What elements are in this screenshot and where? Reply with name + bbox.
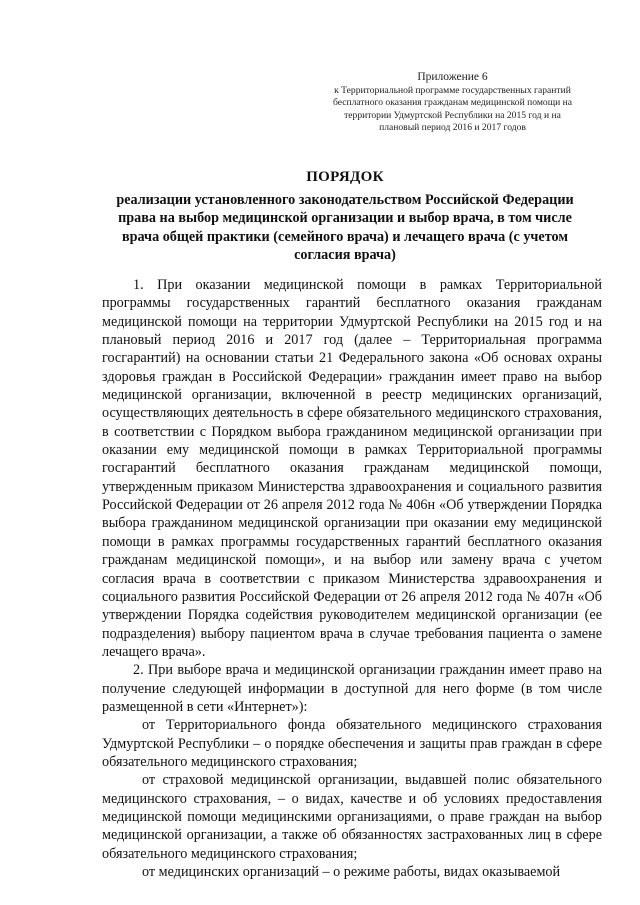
heading-line: реализации установленного законодательством Российской Федерации xyxy=(116,191,574,208)
document-body xyxy=(102,276,602,881)
paragraph-tfoms: от Территориального фонда обязательного медицинского страхования Удмуртской Республики – о порядке обеспечения и защиты прав граждан в сфере обязательного медицинского страхования; xyxy=(102,717,602,770)
paragraph-1: 1. При оказании медицинской помощи в рамках Территориальной программы государственных гарантий бесплатного оказания гражданам медицинской помощи на территории Удмуртской Республики на 2015 год и на плановый период 2016 и 2017 год (далее – Территориальная программа госгарантий) на основании статьи 21 Федерального закона «Об основах охраны здоровья граждан в Российской Федерации» гражданин имеет право на выбор медицинской организации, включенной в реестр медицинских организаций, осуществляющих деятельность в сфере обязательного медицинского страхования, в соответствии с Порядком выбора гражданином медицинской организации при оказании ему медицинской помощи в рамках Территориальной программы госгарантий бесплатного оказания гражданам медицинской помощи, утвержденным приказом Министерства здравоохранения и социального развития Российской Федерации от 26 апреля 2012 года № 406н «Об утверждении Порядка выбора гражданином медицинской организации при оказании ему медицинской помощи в рамках программы государственных гарантий бесплатного оказания гражданам медицинской помощи», и на выбор или замену врача с учетом согласия врача в соответствии с приказом Министерства здравоохранения и социального развития Российской Федерации от 26 апреля 2012 года № 407н «Об утверждении Порядка содействия руководителем медицинской организации (ее подразделения) выбору пациентом врача в случае требования пациента о замене лечащего врача». xyxy=(102,277,602,660)
document-title: ПОРЯДОК xyxy=(306,169,384,185)
heading-line: права на выбор медицинской организации и выбор врача, в том числе xyxy=(118,210,572,226)
annex-line: территории Удмуртской Республики на 2015 год и на xyxy=(344,109,561,121)
annex-title: Приложение 6 xyxy=(417,71,488,83)
paragraph-med-orgs: от медицинских организаций – о режиме работы, видах оказываемой xyxy=(142,864,561,880)
heading-line: согласия врача) xyxy=(294,247,396,263)
annex-line: бесплатного оказания гражданам медицинской помощи на xyxy=(332,97,573,109)
heading-line: врача общей практики (семейного врача) и лечащего врача (с учетом xyxy=(121,228,569,245)
paragraph-2: 2. При выборе врача и медицинской организации гражданин имеет право на получение следующей информации в доступной для него форме (в том числе размещенной в сети «Интернет»): xyxy=(102,662,602,715)
paragraph-insurer: от страховой медицинской организации, выдавшей полис обязательного медицинского страхования, – о видах, качестве и об условиях предоставления медицинской помощи медицинскими организациями, о праве граждан на выбор медицинской организации, а также об обязанностях застрахованных лиц в сфере обязательного медицинского страхования; xyxy=(102,772,602,862)
annex-line: к Территориальной программе государственных гарантий xyxy=(334,85,571,96)
annex-reference xyxy=(300,70,605,135)
annex-line: плановый период 2016 и 2017 годов xyxy=(379,122,526,134)
document-heading xyxy=(95,168,595,265)
